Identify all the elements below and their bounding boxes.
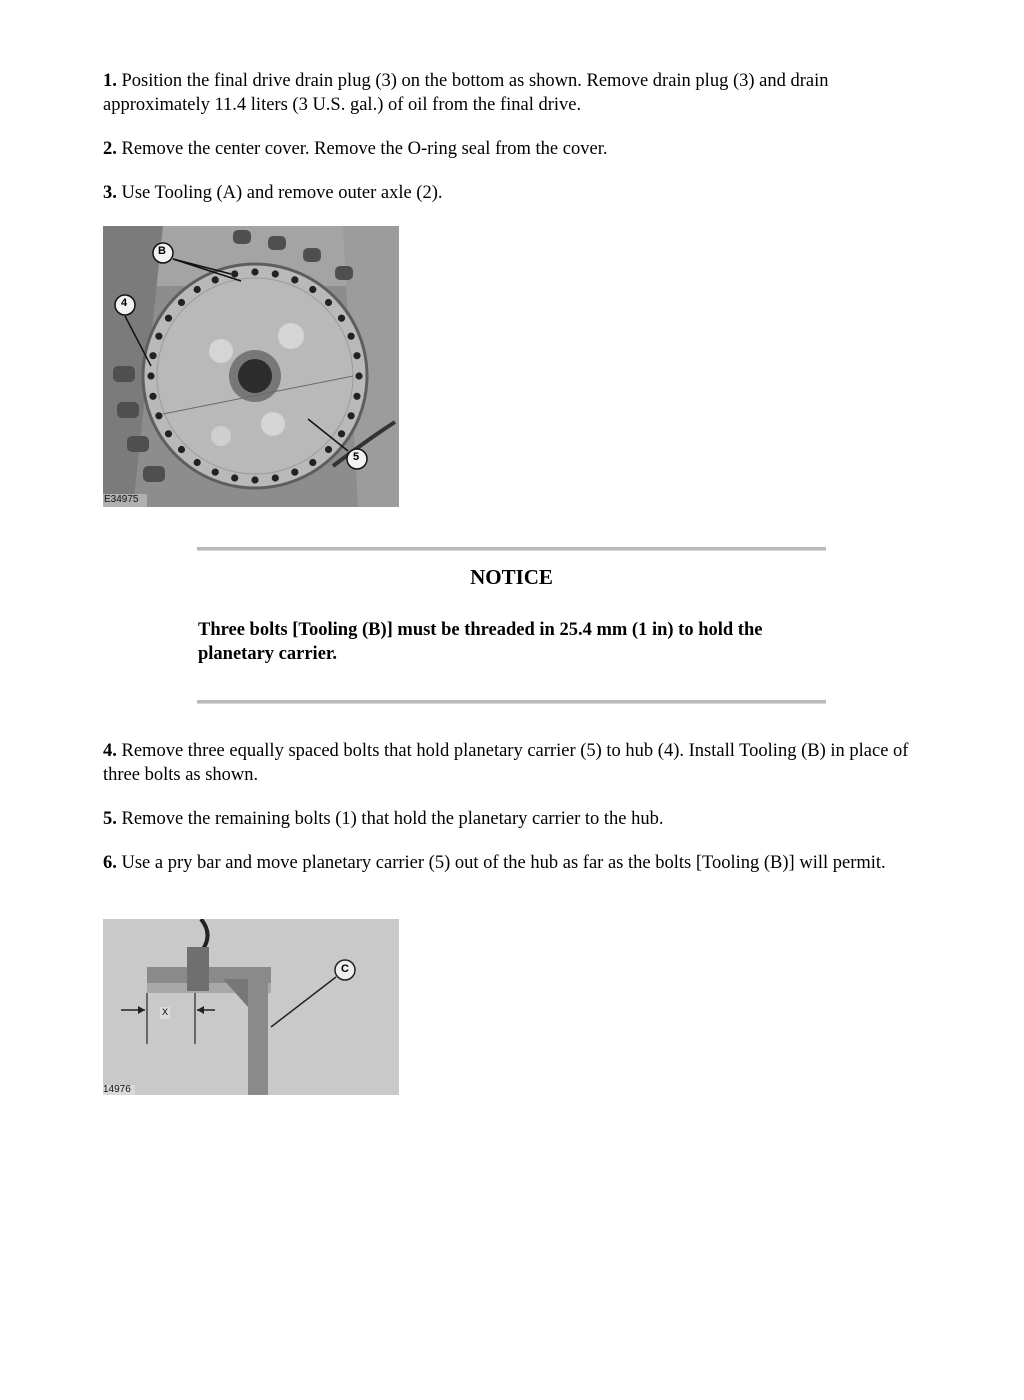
dimension-x: X	[162, 1007, 169, 1017]
callout-4: 4	[121, 297, 128, 309]
step-text: Use a pry bar and move planetary carrier (5) out of the hub as far as the bolts [Tooling (B)] will permit.	[121, 853, 886, 873]
step-3	[103, 181, 923, 205]
bolt-hole	[355, 372, 362, 379]
step-text: Remove the remaining bolts (1) that hold the planetary carrier to the hub.	[121, 809, 664, 829]
notice-bottom-rule	[197, 700, 826, 704]
bolt-hole	[149, 352, 156, 359]
callout-b: B	[158, 245, 166, 257]
bolt-hole	[194, 459, 201, 466]
step-number: 5.	[103, 809, 117, 829]
step-2	[103, 137, 923, 161]
step-text: Remove the center cover. Remove the O-ring seal from the cover.	[121, 139, 608, 159]
bolt-hole	[291, 469, 298, 476]
bolt-hole	[147, 372, 154, 379]
step-number: 2.	[103, 139, 117, 159]
bolt-hole	[272, 270, 279, 277]
bolt-hole	[272, 474, 279, 481]
bolt-hole	[325, 446, 332, 453]
bolt-hole	[338, 315, 345, 322]
step-number: 4.	[103, 741, 117, 761]
figure-id: 14976	[103, 1084, 131, 1095]
bolt-hole	[231, 270, 238, 277]
bolt-hole	[251, 476, 258, 483]
bolt-hole	[353, 352, 360, 359]
step-text: Position the final drive drain plug (3) on the bottom as shown. Remove drain plug (3) and drain approximately 11.4 liters (3 U.S. gal.) of oil from the final drive.	[103, 71, 829, 115]
tooling-illustration	[103, 919, 399, 1095]
callout-5: 5	[353, 451, 360, 463]
step-number: 1.	[103, 71, 117, 91]
bolt-hole	[149, 393, 156, 400]
notice-top-rule	[197, 547, 826, 551]
bolt-hole	[155, 333, 162, 340]
bolt-hole	[212, 276, 219, 283]
final-drive-illustration	[103, 226, 399, 507]
callout-c: C	[341, 963, 349, 975]
bolt-hole	[165, 430, 172, 437]
bolt-hole	[194, 286, 201, 293]
step-text: Remove three equally spaced bolts that hold planetary carrier (5) to hub (4). Install Tooling (B) in place of three bolts as shown.	[103, 741, 909, 785]
bolt-hole	[178, 446, 185, 453]
figure-tooling-c	[103, 919, 399, 1095]
bolt-hole	[348, 412, 355, 419]
step-1	[103, 69, 923, 117]
figure-id: E34975	[104, 494, 139, 505]
bolt-hole	[338, 430, 345, 437]
bolt-hole	[353, 393, 360, 400]
figure-final-drive-carrier	[103, 226, 399, 507]
step-text: Use Tooling (A) and remove outer axle (2).	[121, 183, 443, 203]
bolt-hole	[325, 299, 332, 306]
step-number: 3.	[103, 183, 117, 203]
bolt-hole	[309, 286, 316, 293]
step-6	[103, 851, 923, 875]
bolt-hole	[251, 268, 258, 275]
notice-title: NOTICE	[470, 565, 553, 589]
bolt-hole	[231, 474, 238, 481]
bolt-hole	[155, 412, 162, 419]
step-number: 6.	[103, 853, 117, 873]
bolt-hole	[178, 299, 185, 306]
bolt-hole	[165, 315, 172, 322]
bolt-hole	[291, 276, 298, 283]
bolt-hole	[309, 459, 316, 466]
bolt-hole	[348, 333, 355, 340]
notice-text: Three bolts [Tooling (B)] must be threaded in 25.4 mm (1 in) to hold the planetary carrier.	[198, 620, 763, 664]
step-5	[103, 807, 923, 831]
bolt-hole	[212, 469, 219, 476]
step-4	[103, 739, 923, 787]
